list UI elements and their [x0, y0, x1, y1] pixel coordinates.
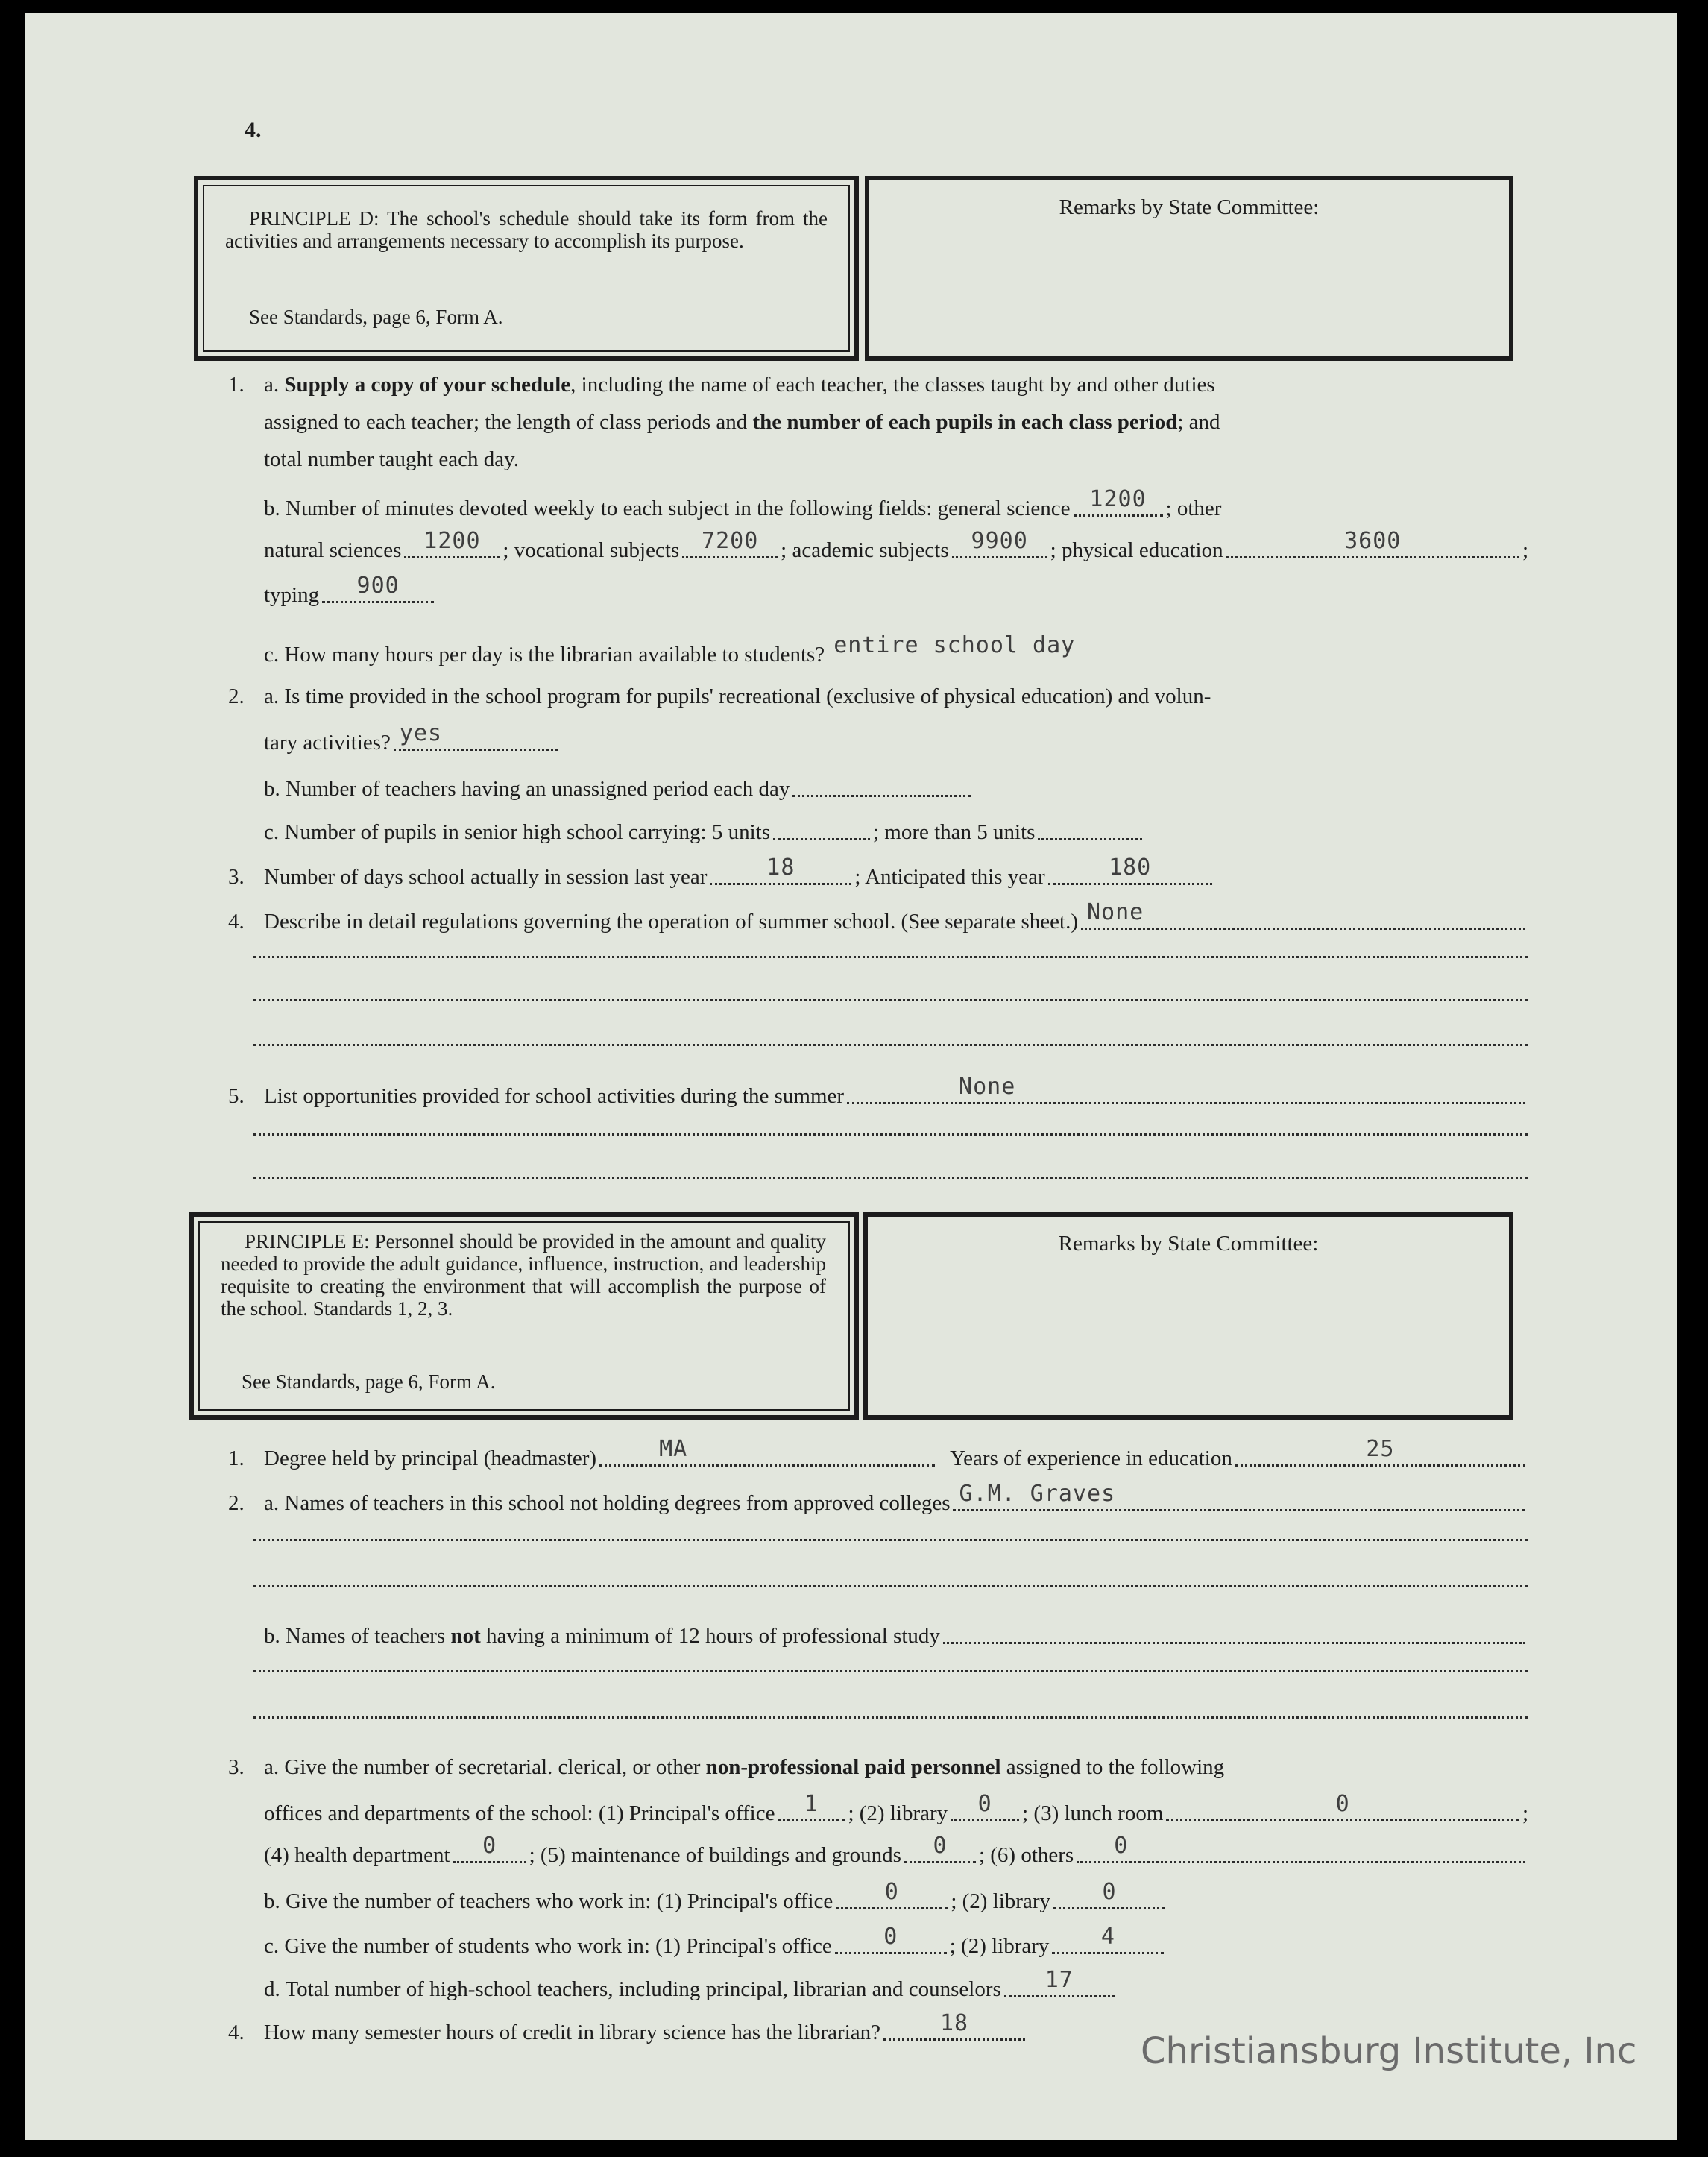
document-page — [25, 13, 1677, 2140]
e3-c-line: c. Give the number of students who work in: (1) Principal's office 0 ; (2) library 4 — [228, 1928, 1528, 1959]
q5-answer-line-3[interactable] — [253, 1177, 1528, 1179]
principle-d-text: PRINCIPLE D: The school's schedule should take its form from the activities and arrangements necessary to accomplish its purpose. — [225, 207, 828, 252]
unapproved-degree-teachers-field[interactable]: G.M. Graves — [953, 1487, 1525, 1511]
principle-e-text: PRINCIPLE E: Personnel should be provided in the amount and quality needed to provide the adult guidance, influence, instruction, and leadership requisite to creating the environment that will accomplish the purpose of the school. Standards 1, 2, 3. — [221, 1230, 826, 1320]
summer-school-field[interactable]: None — [1081, 905, 1525, 930]
q2-c-line: c. Number of pupils in senior high school carrying: 5 units ; more than 5 units — [228, 814, 1528, 846]
secretarial-principal-office-field[interactable]: 1 — [778, 1797, 845, 1821]
recreational-field[interactable]: yes — [394, 726, 558, 751]
e1-line: 1. Degree held by principal (headmaster) MA Years of experience in education 25 — [228, 1440, 1528, 1472]
principle-e-box — [189, 1212, 859, 1420]
principle-d-remarks-box — [865, 176, 1513, 361]
total-teachers-field[interactable]: 17 — [1004, 1973, 1115, 1997]
days-this-year-field[interactable]: 180 — [1048, 860, 1212, 885]
e2-b-line: b. Names of teachers not having a minimum of 12 hours of professional study — [228, 1618, 1528, 1649]
library-science-hours-field[interactable]: 18 — [883, 2016, 1025, 2041]
page-number: 4. — [245, 118, 262, 142]
experience-years-field[interactable]: 25 — [1235, 1442, 1525, 1467]
e3-d-line: d. Total number of high-school teachers, including principal, librarian and counselors 17 — [228, 1971, 1528, 2003]
e2-a-answer-line-3[interactable] — [253, 1585, 1528, 1587]
academic-subjects-field[interactable]: 9900 — [952, 534, 1047, 558]
principle-d-see: See Standards, page 6, Form A. — [249, 306, 503, 328]
q2-b-line: b. Number of teachers having an unassigned period each day — [228, 771, 1528, 802]
q1-c-line: c. How many hours per day is the librarian available to students? entire school day — [228, 637, 1528, 668]
principal-degree-field[interactable]: MA — [599, 1442, 935, 1467]
principle-e-see: See Standards, page 6, Form A. — [242, 1370, 496, 1393]
e2-b-answer-line-2[interactable] — [253, 1670, 1528, 1672]
q5-answer-line-2[interactable] — [253, 1133, 1528, 1136]
q1-a-line2: assigned to each teacher; the length of class periods and the number of each pupils in each class period ; and — [264, 410, 1220, 434]
principle-d-box — [194, 176, 859, 361]
more-than-five-units-field[interactable] — [1038, 816, 1142, 840]
q4-answer-line-3[interactable] — [253, 999, 1528, 1001]
remarks-title: Remarks by State Committee: — [1058, 1232, 1319, 1256]
e2-a-answer-line-2[interactable] — [253, 1539, 1528, 1541]
remarks-title: Remarks by State Committee: — [1059, 195, 1320, 219]
days-last-year-field[interactable]: 18 — [710, 860, 851, 885]
summer-activities-field[interactable]: None — [847, 1080, 1525, 1104]
secretarial-health-field[interactable]: 0 — [453, 1839, 526, 1863]
teachers-library-field[interactable]: 0 — [1053, 1885, 1165, 1909]
secretarial-library-field[interactable]: 0 — [951, 1797, 1019, 1821]
q1-b-line3: typing 900 — [228, 577, 1528, 608]
e3-a-line3: (4) health department 0 ; (5) maintenance of buildings and grounds 0 ; (6) others 0 — [228, 1837, 1528, 1868]
students-library-field[interactable]: 4 — [1052, 1930, 1164, 1954]
q1-a-line3: total number taught each day. — [264, 447, 519, 471]
librarian-hours-field[interactable]: entire school day — [833, 632, 1076, 658]
five-units-field[interactable] — [773, 816, 870, 840]
watermark: Christiansburg Institute, Inc — [1141, 2030, 1637, 2072]
e2-a-line: 2. a. Names of teachers in this school not holding degrees from approved colleges G.M. Graves — [228, 1485, 1528, 1517]
q4-line: 4. Describe in detail regulations governing the operation of summer school. (See separate sheet.) None — [228, 904, 1528, 935]
q1-a-line1: 1. a. Supply a copy of your schedule , including the name of each teacher, the classes taught by and other duties — [228, 373, 1215, 397]
teachers-principal-office-field[interactable]: 0 — [836, 1885, 948, 1909]
secretarial-others-field[interactable]: 0 — [1077, 1839, 1525, 1863]
physical-education-field[interactable]: 3600 — [1226, 534, 1519, 558]
professional-study-teachers-field[interactable] — [943, 1619, 1525, 1644]
students-principal-office-field[interactable]: 0 — [835, 1930, 947, 1954]
e3-a-line1: 3. a. Give the number of secretarial. clerical, or other non-professional paid personnel assigned to the following — [228, 1755, 1225, 1779]
q1-b-line1: b. Number of minutes devoted weekly to each subject in the following fields: general science 1200 ; other — [264, 486, 1222, 520]
natural-sciences-field[interactable]: 1200 — [404, 534, 500, 558]
e4-line: 4. How many semester hours of credit in library science has the librarian? 18 — [228, 2015, 1528, 2046]
secretarial-lunch-room-field[interactable]: 0 — [1166, 1797, 1519, 1821]
e3-b-line: b. Give the number of teachers who work in: (1) Principal's office 0 ; (2) library 0 — [228, 1883, 1528, 1915]
q2-a-line2: tary activities? yes — [228, 725, 1528, 756]
typing-field[interactable]: 900 — [322, 579, 434, 603]
q2-a-line1: 2. a. Is time provided in the school program for pupils' recreational (exclusive of physical education) and volun- — [228, 684, 1211, 708]
principle-e-remarks-box — [863, 1212, 1513, 1420]
q1-b-line2: natural sciences 1200 ; vocational subjects 7200 ; academic subjects 9900 ; physical education 3600 ; — [264, 528, 1528, 562]
q4-answer-line-4[interactable] — [253, 1044, 1528, 1046]
unassigned-period-field[interactable] — [792, 772, 971, 797]
q3-line: 3. Number of days school actually in session last year 18 ; Anticipated this year 180 — [228, 859, 1528, 890]
q5-line: 5. List opportunities provided for school activities during the summer None — [228, 1078, 1528, 1109]
e3-a-line2: offices and departments of the school: (1) Principal's office 1 ; (2) library 0 ; (3) lunch room 0 ; — [264, 1791, 1528, 1825]
vocational-subjects-field[interactable]: 7200 — [682, 534, 778, 558]
general-science-field[interactable]: 1200 — [1074, 492, 1163, 517]
e2-b-answer-line-3[interactable] — [253, 1716, 1528, 1719]
secretarial-maintenance-field[interactable]: 0 — [904, 1839, 976, 1863]
q4-answer-line-2[interactable] — [253, 956, 1528, 958]
